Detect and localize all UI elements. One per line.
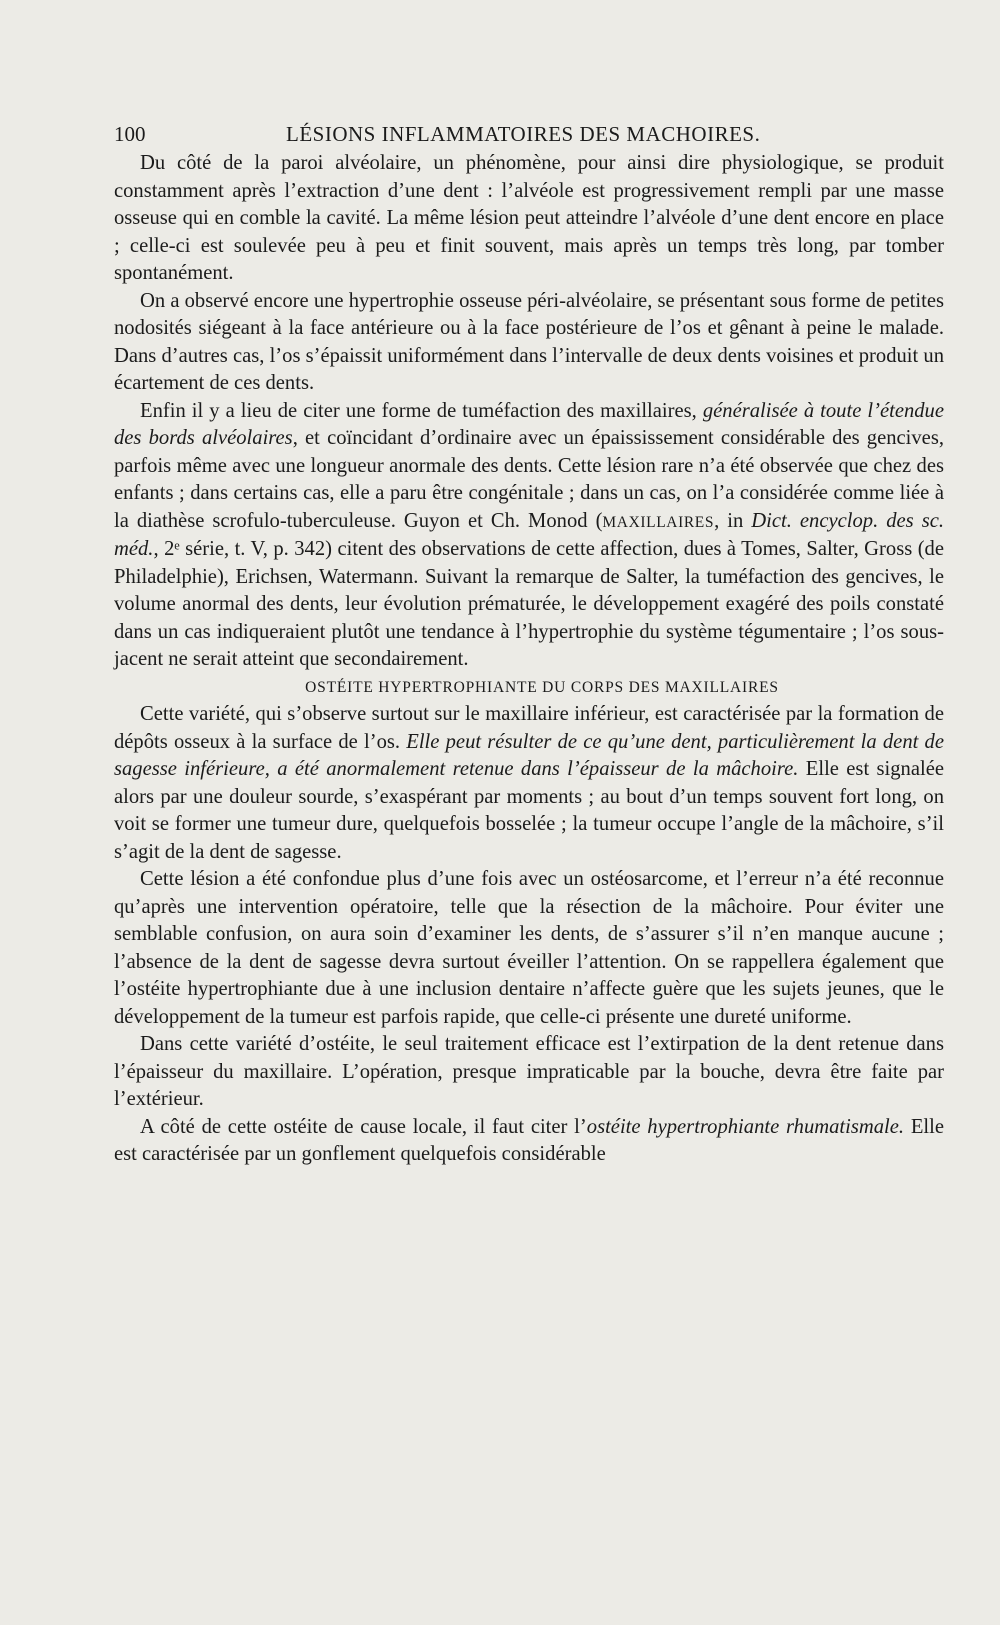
running-title: LÉSIONS INFLAMMATOIRES DES MACHOIRES. — [286, 122, 761, 146]
p3-text-a: Enfin il y a lieu de citer une forme de tuméfaction des maxillaires, — [140, 399, 703, 422]
p3-citation-title: Dict. encyclop. des sc. méd. — [114, 509, 944, 560]
p7-text-a: A côté de cette ostéite de cause locale, il faut citer l’ — [140, 1115, 587, 1138]
p3-smallcaps-term: MAXILLAIRES — [602, 513, 715, 531]
paragraph-3 — [114, 398, 944, 674]
p3-text-e: , in — [714, 509, 752, 532]
paragraph-6: Dans cette variété d’ostéite, le seul traitement efficace est l’extirpation de la dent retenue dans l’épaisseur du maxillaire. L’opération, presque impraticable par la bouche, devra être faite par l’extérieur. — [114, 1033, 944, 1110]
p3-italic-phrase: généralisée à toute l’étendue des bords alvéolaires — [114, 399, 944, 449]
p4-text-c: Elle est signalée alors par une douleur sourde, s’exaspérant par moments ; au bout d’un temps souvent fort long, on voit se former une tumeur dure, quelquefois bosselée ; la tumeur occupe l’angle de la mâchoire, s’il s’agit de la dent de sagesse. — [114, 758, 944, 863]
p7-italic-term: ostéite hypertrophiante rhumatismale. — [586, 1115, 905, 1138]
paragraph-5: Cette lésion a été confondue plus d’une fois avec un ostéosarcome, et l’erreur n’a été reconnue qu’après une intervention opératoire, telle que la résection de la mâchoire. Pour éviter une semblable confusion, on aura soin d’examiner les dents, de s’assurer s’il n’en manque aucune ; l’absence de la dent de sagesse devra surtout éveiller l’attention. On se rappellera également que l’ostéite hypertrophiante due à une inclusion dentaire n’affecte guère que les sujets jeunes, que le développement de la tumeur est parfois rapide, que celle-ci présente une dureté uniforme. — [114, 868, 944, 1028]
page-body — [114, 150, 944, 1169]
paragraph-4 — [114, 701, 944, 866]
page-header — [114, 122, 914, 152]
p7-text-c: Elle est caractérisée par un gonflement quelquefois considérable — [114, 1115, 945, 1165]
section-title: OSTÉITE HYPERTROPHIANTE DU CORPS DES MAXILLAIRES — [305, 678, 779, 696]
p3-text-c: , et coïncidant d’ordinaire avec un épaississement considérable des gencives, parfois même avec une longueur anormale des dents. Cette lésion rare n’a été observée que chez des enfants ; dans certains cas, elle a paru être congénitale ; dans un cas, on l’a considérée comme liée à la diathèse scrofulo-tuberculeuse. Guyon et Ch. Monod ( — [114, 427, 944, 532]
paragraph-1: Du côté de la paroi alvéolaire, un phénomène, pour ainsi dire physiologique, se produit constamment après l’extraction d’une dent : l’alvéole est progressivement rempli par une masse osseuse qui en comble la cavité. La même lésion peut atteindre l’alvéole d’une dent encore en place ; celle-ci est soulevée peu à peu et finit souvent, mais après un temps très long, par tomber spontanément. — [114, 152, 944, 284]
paragraph-7 — [114, 1114, 944, 1169]
p4-italic-sentence: Elle peut résulter de ce qu’une dent, particulièrement la dent de sagesse inférieure, a été anormalement retenue dans l’épaisseur de la mâchoire. — [114, 730, 944, 780]
page-number: 100 — [114, 122, 146, 146]
p4-text-a: Cette variété, qui s’observe surtout sur le maxillaire inférieur, est caractérisée par la formation de dépôts osseux à la surface de l’os. — [114, 703, 944, 753]
paragraph-2: On a observé encore une hypertrophie osseuse péri-alvéolaire, se présentant sous forme de petites nodosités siégeant à la face antérieure ou à la face postérieure de l’os et gênant à peine le malade. Dans d’autres cas, l’os s’épaissit uniformément dans l’intervalle de deux dents voisines et produit un écartement de ces dents. — [114, 289, 945, 394]
p3-text-g: , 2ᵉ série, t. V, p. 342) citent des observations de cette affection, dues à Tomes, Salter, Gross (de Philadelphie), Erichsen, Watermann. Suivant la remarque de Salter, la tuméfaction des gencives, le volume anormal des dents, leur évolution prématurée, le développement exagéré des poils constaté dans un cas indiqueraient plutôt une tendance à l’hypertrophie du système tégumentaire ; l’os sous-jacent ne serait atteint que secondairement. — [114, 538, 944, 670]
